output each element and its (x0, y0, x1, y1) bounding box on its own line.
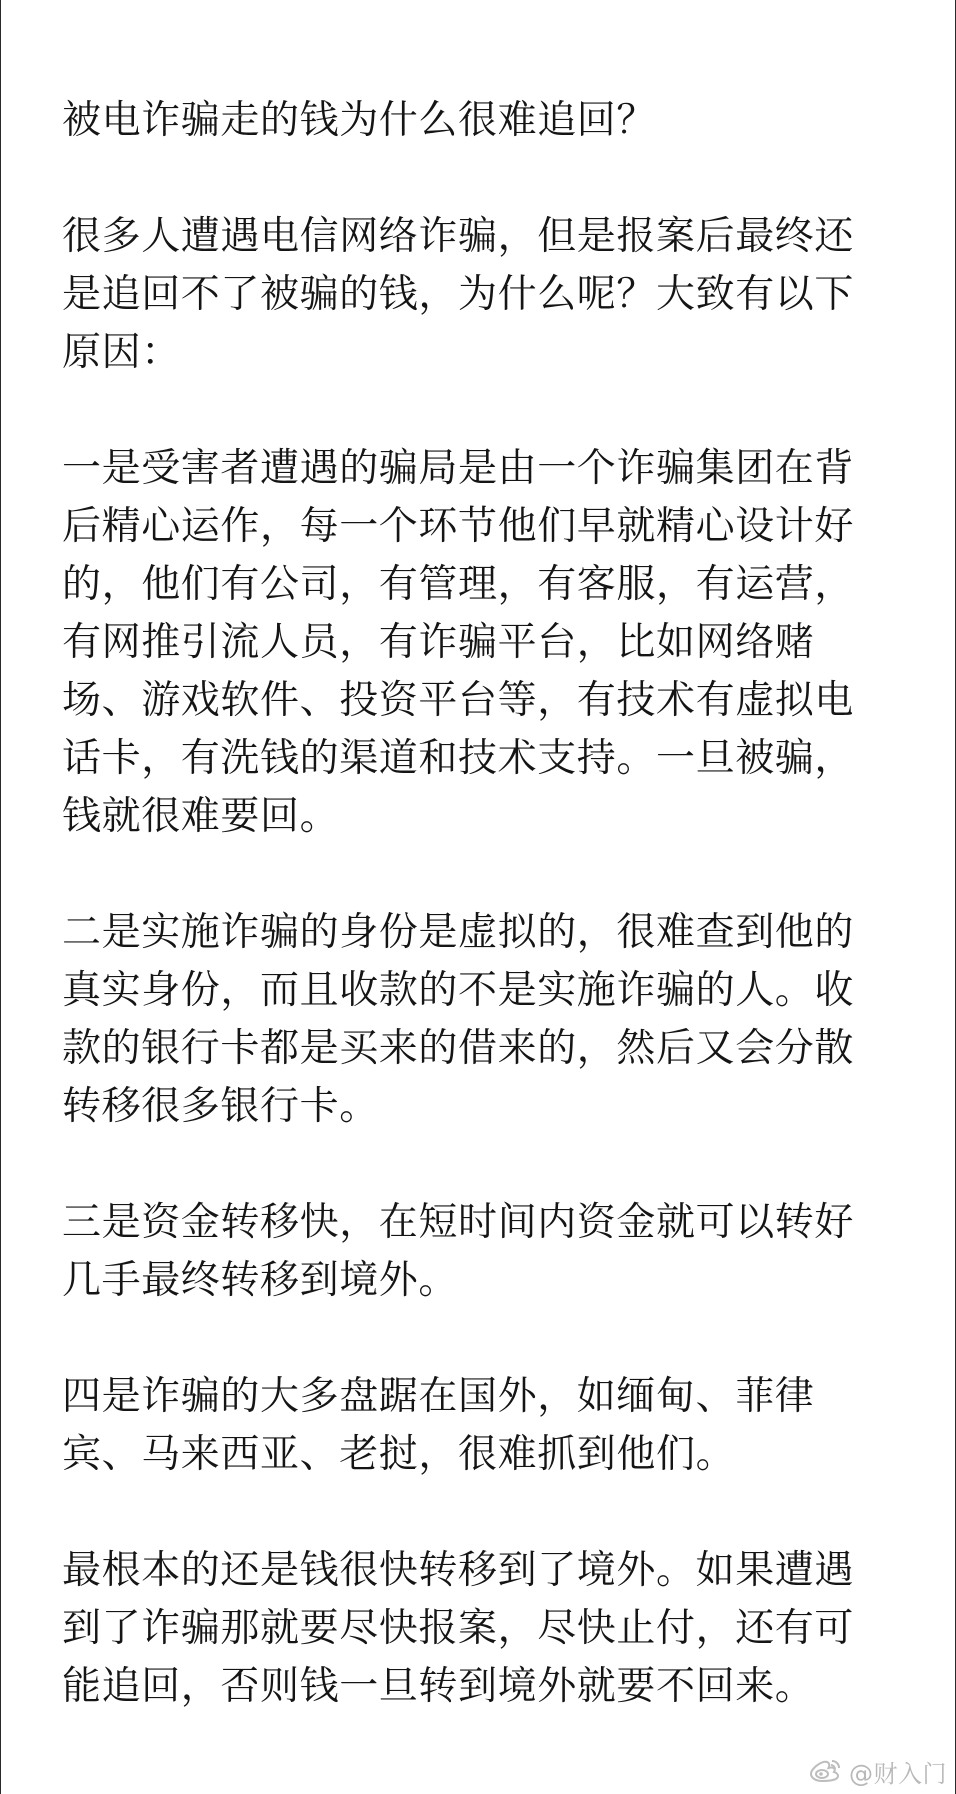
paragraph-line: 钱就很难要回。 (62, 794, 340, 839)
paragraph-line: 能追回，否则钱一旦转到境外就要不回来。 (62, 1664, 815, 1709)
paragraph-line: 很多人遭遇电信网络诈骗，但是报案后最终还 (62, 214, 855, 259)
paragraph-line: 有网推引流人员，有诈骗平台，比如网络赌 (62, 620, 815, 665)
paragraph-line: 的，他们有公司，有管理，有客服，有运营， (62, 562, 855, 607)
paragraph-line: 真实身份，而且收款的不是实施诈骗的人。收 (62, 968, 855, 1013)
paragraph-reason-four (62, 1368, 892, 1484)
weibo-watermark (809, 1754, 947, 1788)
paragraph-line: 场、游戏软件、投资平台等，有技术有虚拟电 (62, 678, 855, 723)
paragraph-intro (62, 208, 892, 382)
paragraph-line: 四是诈骗的大多盘踞在国外，如缅甸、菲律 (62, 1374, 815, 1419)
weibo-logo-icon (809, 1757, 843, 1785)
paragraph-line: 话卡，有洗钱的渠道和技术支持。一旦被骗， (62, 736, 855, 781)
paragraph-reason-three (62, 1194, 892, 1310)
paragraph-reason-one (62, 440, 892, 846)
paragraph-line: 二是实施诈骗的身份是虚拟的，很难查到他的 (62, 910, 855, 955)
paragraph-line: 转移很多银行卡。 (62, 1084, 379, 1129)
paragraph-line: 三是资金转移快，在短时间内资金就可以转好 (62, 1200, 855, 1245)
paragraph-line: 一是受害者遭遇的骗局是由一个诈骗集团在背 (62, 446, 855, 491)
paragraph-reason-two (62, 904, 892, 1136)
paragraph-line: 最根本的还是钱很快转移到了境外。如果遭遇 (62, 1548, 855, 1593)
article-title (62, 92, 892, 150)
title-line: 被电诈骗走的钱为什么很难追回？ (62, 98, 657, 143)
paragraph-line: 原因： (62, 330, 181, 375)
watermark-text: @财入门 (849, 1759, 947, 1788)
paragraph-line: 款的银行卡都是买来的借来的，然后又会分散 (62, 1026, 855, 1071)
paragraph-line: 是追回不了被骗的钱，为什么呢？大致有以下 (62, 272, 855, 317)
paragraph-line: 到了诈骗那就要尽快报案，尽快止付，还有可 (62, 1606, 855, 1651)
screenshot-page (1, 0, 955, 1794)
paragraph-line: 宾、马来西亚、老挝，很难抓到他们。 (62, 1432, 736, 1477)
article-body (62, 92, 892, 1774)
paragraph-conclusion (62, 1542, 892, 1716)
paragraph-line: 几手最终转移到境外。 (62, 1258, 459, 1303)
paragraph-line: 后精心运作，每一个环节他们早就精心设计好 (62, 504, 855, 549)
